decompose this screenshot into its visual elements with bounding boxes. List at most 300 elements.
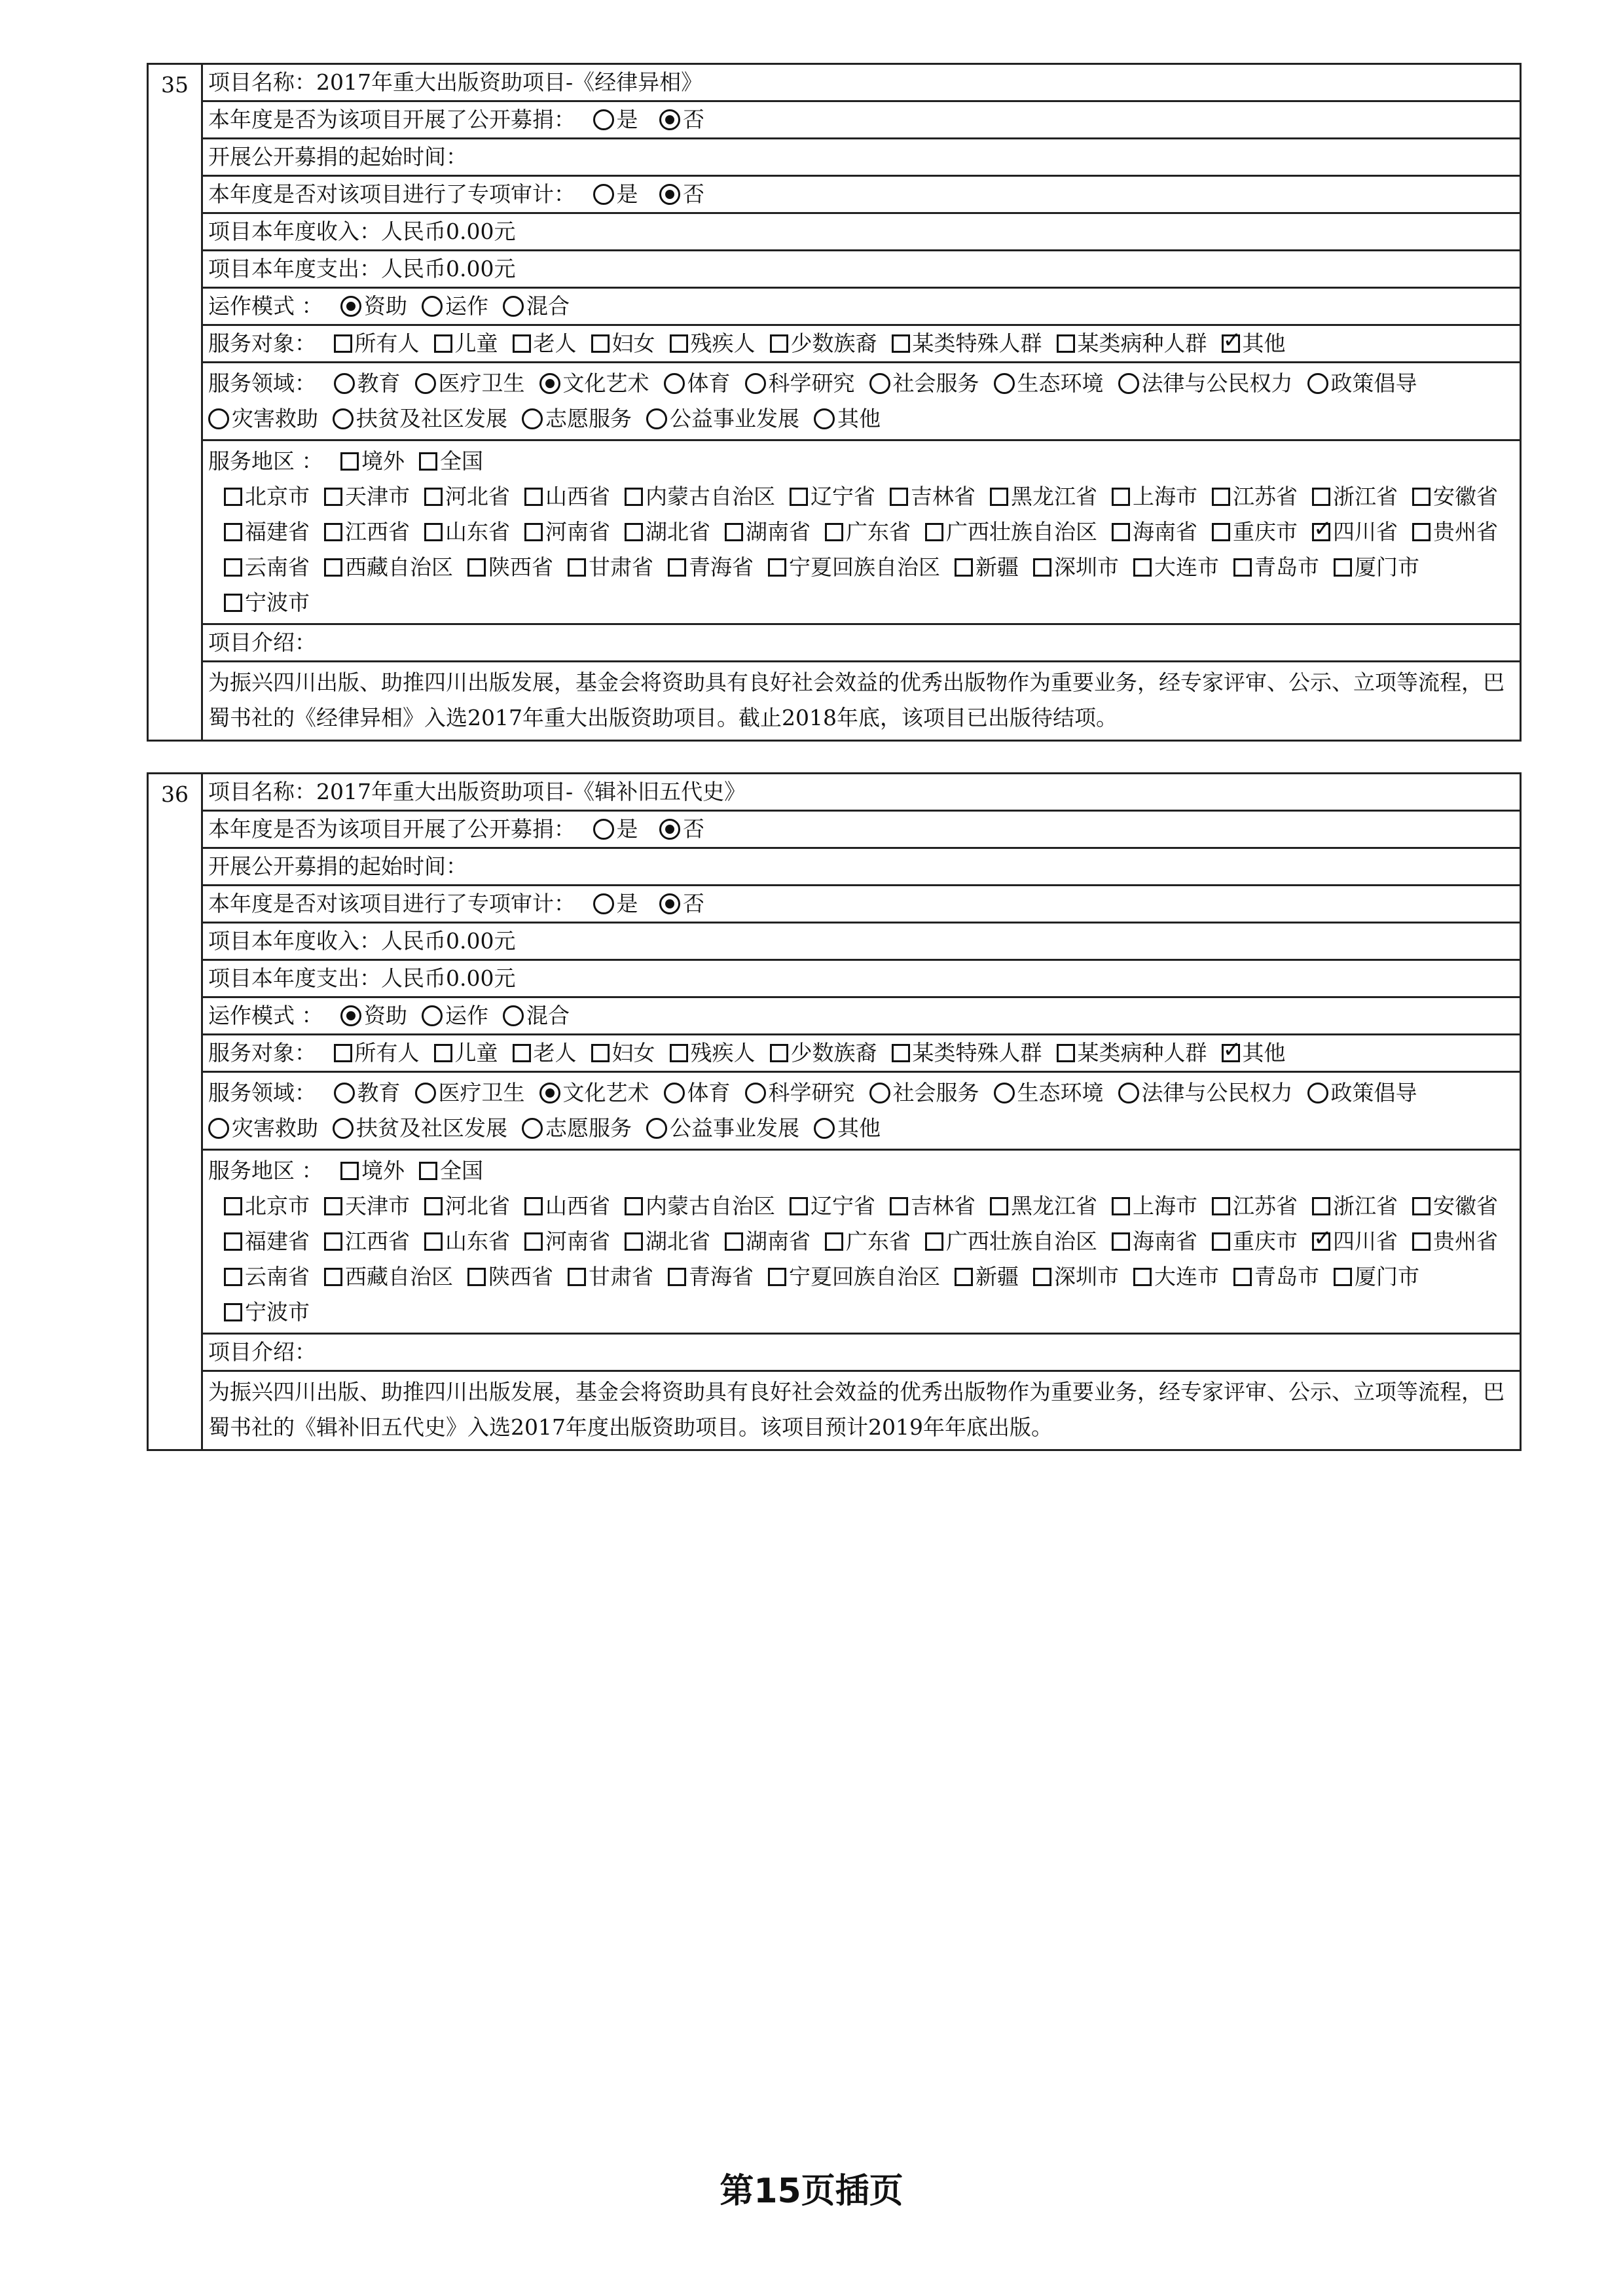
checkbox-option[interactable] bbox=[424, 1224, 510, 1259]
checkbox-icon[interactable] bbox=[625, 1232, 643, 1251]
checkbox-icon[interactable] bbox=[668, 1268, 686, 1286]
checkbox-option[interactable] bbox=[725, 514, 811, 550]
checkbox-icon[interactable] bbox=[670, 1044, 688, 1062]
radio-selected-icon[interactable] bbox=[659, 893, 680, 914]
fields-options bbox=[208, 1080, 1432, 1141]
checkbox-option[interactable] bbox=[770, 1035, 877, 1071]
checkbox-option[interactable] bbox=[625, 1189, 775, 1224]
radio-option[interactable] bbox=[664, 366, 731, 401]
checkbox-option[interactable] bbox=[524, 479, 610, 514]
radio-option[interactable] bbox=[539, 366, 649, 401]
radio-icon[interactable] bbox=[745, 373, 766, 394]
radio-icon[interactable] bbox=[593, 109, 614, 130]
radio-selected-icon[interactable] bbox=[539, 1083, 560, 1103]
checkbox-option[interactable] bbox=[224, 479, 310, 514]
checkbox-option[interactable] bbox=[925, 514, 1097, 550]
checkbox-option[interactable] bbox=[1334, 1259, 1419, 1295]
option-label: 混合 bbox=[526, 293, 570, 319]
checkbox-option[interactable] bbox=[324, 479, 410, 514]
radio-option[interactable] bbox=[208, 1111, 318, 1146]
radio-option[interactable] bbox=[422, 998, 488, 1033]
operation-label: 运作模式 ： bbox=[208, 293, 323, 319]
checkbox-icon[interactable] bbox=[324, 558, 342, 577]
checkbox-option[interactable] bbox=[1212, 479, 1298, 514]
checkbox-option[interactable] bbox=[340, 444, 405, 479]
checkbox-icon[interactable] bbox=[625, 488, 643, 506]
fundraising-yes-option[interactable]: 是 bbox=[593, 102, 638, 137]
radio-option[interactable] bbox=[333, 1111, 507, 1146]
checkbox-icon[interactable] bbox=[524, 1232, 543, 1251]
radio-option[interactable] bbox=[1307, 1075, 1417, 1111]
checkbox-icon[interactable] bbox=[224, 1268, 242, 1286]
option-label: 安徽省 bbox=[1433, 1193, 1498, 1219]
checkbox-icon[interactable] bbox=[324, 488, 342, 506]
checkbox-option[interactable] bbox=[591, 1035, 655, 1071]
checkbox-icon[interactable] bbox=[1133, 558, 1152, 577]
radio-option[interactable] bbox=[646, 401, 799, 437]
checkbox-icon[interactable] bbox=[668, 558, 686, 577]
radio-option[interactable] bbox=[814, 1111, 881, 1146]
checkbox-option[interactable] bbox=[434, 326, 498, 361]
checkbox-option[interactable] bbox=[768, 1259, 940, 1295]
checkbox-icon[interactable] bbox=[1112, 523, 1130, 541]
checkbox-icon[interactable] bbox=[955, 1268, 973, 1286]
checkbox-icon[interactable] bbox=[419, 1162, 437, 1180]
regions-label: 服务地区 ： bbox=[208, 448, 323, 474]
radio-option[interactable] bbox=[522, 1111, 632, 1146]
checkbox-checked-icon[interactable] bbox=[1312, 1232, 1330, 1251]
radio-icon[interactable] bbox=[814, 1118, 835, 1139]
radio-option[interactable] bbox=[415, 366, 525, 401]
checkbox-icon[interactable] bbox=[1133, 1268, 1152, 1286]
option-label: 老人 bbox=[533, 1040, 577, 1066]
checkbox-icon[interactable] bbox=[670, 334, 688, 353]
checkbox-icon[interactable] bbox=[424, 1197, 443, 1215]
checkbox-icon[interactable] bbox=[324, 1268, 342, 1286]
checkbox-option[interactable] bbox=[770, 326, 877, 361]
checkbox-option[interactable] bbox=[668, 550, 754, 585]
checkbox-option[interactable] bbox=[1312, 1224, 1398, 1259]
checkbox-icon[interactable] bbox=[1033, 558, 1051, 577]
checkbox-option[interactable] bbox=[467, 1259, 553, 1295]
checkbox-icon[interactable] bbox=[1057, 334, 1075, 353]
checkbox-option[interactable] bbox=[670, 1035, 756, 1071]
checkbox-option[interactable] bbox=[625, 1224, 710, 1259]
radio-option[interactable] bbox=[1307, 366, 1417, 401]
option-label: 扶贫及社区发展 bbox=[356, 406, 507, 431]
checkbox-option[interactable] bbox=[324, 1189, 410, 1224]
checkbox-icon[interactable] bbox=[925, 523, 943, 541]
checkbox-icon[interactable] bbox=[524, 523, 543, 541]
checkbox-icon[interactable] bbox=[591, 334, 610, 353]
checkbox-option[interactable] bbox=[524, 1189, 610, 1224]
checkbox-option[interactable] bbox=[568, 550, 653, 585]
checkbox-option[interactable] bbox=[1033, 550, 1119, 585]
checkbox-option[interactable] bbox=[334, 1035, 420, 1071]
checkbox-icon[interactable] bbox=[324, 523, 342, 541]
checkbox-option[interactable] bbox=[790, 479, 875, 514]
radio-icon[interactable] bbox=[422, 296, 443, 317]
checkbox-option[interactable] bbox=[1033, 1259, 1119, 1295]
option-label: 吉林省 bbox=[911, 484, 976, 509]
checkbox-icon[interactable] bbox=[1233, 558, 1252, 577]
option-label: 生态环境 bbox=[1017, 1080, 1104, 1105]
checkbox-checked-icon[interactable] bbox=[1222, 1044, 1240, 1062]
checkbox-icon[interactable] bbox=[790, 488, 808, 506]
option-label: 陕西省 bbox=[488, 1264, 553, 1289]
checkbox-icon[interactable] bbox=[625, 1197, 643, 1215]
radio-option[interactable] bbox=[340, 289, 407, 324]
checkbox-icon[interactable] bbox=[768, 558, 786, 577]
checkbox-icon[interactable] bbox=[790, 1197, 808, 1215]
audit-yes-option[interactable]: 是 bbox=[593, 886, 638, 922]
checkbox-icon[interactable] bbox=[1334, 558, 1352, 577]
checkbox-option[interactable] bbox=[825, 1224, 911, 1259]
checkbox-icon[interactable] bbox=[424, 523, 443, 541]
radio-option[interactable] bbox=[869, 1075, 979, 1111]
radio-selected-icon[interactable] bbox=[659, 109, 680, 130]
radio-icon[interactable] bbox=[1307, 1083, 1328, 1103]
checkbox-option[interactable] bbox=[568, 1259, 653, 1295]
checkbox-icon[interactable] bbox=[224, 523, 242, 541]
checkbox-option[interactable] bbox=[324, 1224, 410, 1259]
option-label: 公益事业发展 bbox=[670, 406, 799, 431]
checkbox-option[interactable] bbox=[1412, 479, 1498, 514]
checkbox-icon[interactable] bbox=[770, 334, 788, 353]
radio-option[interactable] bbox=[333, 401, 507, 437]
radio-option[interactable] bbox=[646, 1111, 799, 1146]
radio-option[interactable] bbox=[334, 366, 401, 401]
radio-icon[interactable] bbox=[503, 296, 524, 317]
checkbox-option[interactable] bbox=[1212, 1224, 1298, 1259]
checkbox-icon[interactable] bbox=[467, 558, 486, 577]
checkbox-option[interactable] bbox=[1312, 1189, 1398, 1224]
checkbox-option[interactable] bbox=[1222, 326, 1286, 361]
checkbox-option[interactable] bbox=[625, 479, 775, 514]
checkbox-option[interactable] bbox=[1412, 1189, 1498, 1224]
checkbox-checked-icon[interactable] bbox=[1312, 523, 1330, 541]
checkbox-icon[interactable] bbox=[467, 1268, 486, 1286]
audit-no-option[interactable]: 否 bbox=[659, 177, 704, 212]
checkbox-icon[interactable] bbox=[1412, 523, 1431, 541]
checkbox-option[interactable] bbox=[513, 326, 577, 361]
checkbox-icon[interactable] bbox=[1334, 1268, 1352, 1286]
radio-icon[interactable] bbox=[334, 1083, 355, 1103]
radio-selected-icon[interactable] bbox=[340, 296, 361, 317]
radio-selected-icon[interactable] bbox=[659, 184, 680, 205]
checkbox-icon[interactable] bbox=[524, 488, 543, 506]
radio-option[interactable] bbox=[869, 366, 979, 401]
checkbox-option[interactable] bbox=[340, 1153, 405, 1189]
checkbox-icon[interactable] bbox=[925, 1232, 943, 1251]
checkbox-icon[interactable] bbox=[725, 523, 743, 541]
checkbox-option[interactable] bbox=[1112, 1224, 1197, 1259]
radio-option[interactable] bbox=[1118, 1075, 1293, 1111]
checkbox-option[interactable] bbox=[467, 550, 553, 585]
checkbox-option[interactable] bbox=[224, 1224, 310, 1259]
radio-option[interactable] bbox=[814, 401, 881, 437]
radio-option[interactable] bbox=[340, 998, 407, 1033]
operation-row bbox=[202, 288, 1521, 325]
checkbox-icon[interactable] bbox=[1112, 1197, 1130, 1215]
checkbox-option[interactable] bbox=[224, 550, 310, 585]
checkbox-icon[interactable] bbox=[434, 334, 452, 353]
radio-icon[interactable] bbox=[334, 373, 355, 394]
checkbox-icon[interactable] bbox=[1057, 1044, 1075, 1062]
radio-option[interactable] bbox=[422, 289, 488, 324]
checkbox-icon[interactable] bbox=[890, 1197, 908, 1215]
checkbox-option[interactable] bbox=[790, 1189, 875, 1224]
checkbox-icon[interactable] bbox=[324, 1197, 342, 1215]
checkbox-icon[interactable] bbox=[1112, 488, 1130, 506]
checkbox-option[interactable] bbox=[434, 1035, 498, 1071]
radio-option[interactable] bbox=[994, 366, 1104, 401]
radio-icon[interactable] bbox=[664, 373, 685, 394]
checkbox-icon[interactable] bbox=[1112, 1232, 1130, 1251]
checkbox-icon[interactable] bbox=[1233, 1268, 1252, 1286]
checkbox-icon[interactable] bbox=[725, 1232, 743, 1251]
option-label: 法律与公民权力 bbox=[1141, 370, 1293, 396]
radio-icon[interactable] bbox=[593, 893, 614, 914]
radio-selected-icon[interactable] bbox=[340, 1005, 361, 1026]
radio-option[interactable] bbox=[522, 401, 632, 437]
audit-yes-option[interactable]: 是 bbox=[593, 177, 638, 212]
checkbox-icon[interactable] bbox=[955, 558, 973, 577]
checkbox-icon[interactable] bbox=[1212, 1197, 1230, 1215]
radio-icon[interactable] bbox=[422, 1005, 443, 1026]
checkbox-icon[interactable] bbox=[224, 1303, 242, 1321]
checkbox-option[interactable] bbox=[524, 514, 610, 550]
checkbox-option[interactable] bbox=[224, 585, 310, 620]
checkbox-option[interactable] bbox=[419, 444, 483, 479]
radio-icon[interactable] bbox=[994, 1083, 1015, 1103]
checkbox-option[interactable] bbox=[990, 479, 1097, 514]
checkbox-icon[interactable] bbox=[1412, 488, 1431, 506]
option-label: 生态环境 bbox=[1017, 370, 1104, 396]
checkbox-icon[interactable] bbox=[990, 1197, 1008, 1215]
checkbox-icon[interactable] bbox=[334, 1044, 352, 1062]
checkbox-icon[interactable] bbox=[825, 1232, 843, 1251]
checkbox-option[interactable] bbox=[224, 1295, 310, 1330]
checkbox-option[interactable] bbox=[1312, 514, 1398, 550]
checkbox-option[interactable] bbox=[424, 1189, 510, 1224]
radio-icon[interactable] bbox=[646, 1118, 667, 1139]
radio-icon[interactable] bbox=[333, 408, 354, 429]
radio-icon[interactable] bbox=[1118, 1083, 1139, 1103]
checkbox-option[interactable] bbox=[925, 1224, 1097, 1259]
checkbox-icon[interactable] bbox=[892, 1044, 910, 1062]
radio-icon[interactable] bbox=[503, 1005, 524, 1026]
option-label: 运作 bbox=[445, 293, 488, 319]
option-label: 黑龙江省 bbox=[1011, 1193, 1097, 1219]
checkbox-icon[interactable] bbox=[334, 334, 352, 353]
checkbox-icon[interactable] bbox=[1412, 1232, 1431, 1251]
checkbox-option[interactable] bbox=[513, 1035, 577, 1071]
checkbox-option[interactable] bbox=[1312, 479, 1398, 514]
radio-option[interactable] bbox=[1118, 366, 1293, 401]
radio-option[interactable] bbox=[503, 289, 570, 324]
radio-icon[interactable] bbox=[664, 1083, 685, 1103]
checkbox-option[interactable] bbox=[324, 550, 453, 585]
checkbox-option[interactable] bbox=[591, 326, 655, 361]
checkbox-option[interactable] bbox=[224, 1189, 310, 1224]
audit-question: 本年度是否对该项目进行了专项审计： bbox=[208, 891, 575, 916]
checkbox-icon[interactable] bbox=[1412, 1197, 1431, 1215]
radio-icon[interactable] bbox=[593, 819, 614, 840]
checkbox-option[interactable] bbox=[1222, 1035, 1286, 1071]
checkbox-option[interactable] bbox=[890, 1189, 976, 1224]
radio-option[interactable] bbox=[745, 366, 855, 401]
radio-option[interactable] bbox=[539, 1075, 649, 1111]
checkbox-option[interactable] bbox=[1057, 326, 1207, 361]
checkbox-icon[interactable] bbox=[424, 488, 443, 506]
checkbox-option[interactable] bbox=[1412, 1224, 1498, 1259]
radio-icon[interactable] bbox=[814, 408, 835, 429]
radio-icon[interactable] bbox=[415, 1083, 436, 1103]
checkbox-icon[interactable] bbox=[890, 488, 908, 506]
checkbox-icon[interactable] bbox=[768, 1268, 786, 1286]
checkbox-option[interactable] bbox=[892, 1035, 1042, 1071]
fields-label: 服务领域： bbox=[208, 1080, 316, 1105]
checkbox-checked-icon[interactable] bbox=[1222, 334, 1240, 353]
radio-option[interactable] bbox=[664, 1075, 731, 1111]
radio-icon[interactable] bbox=[593, 184, 614, 205]
option-label: 少数族裔 bbox=[790, 331, 877, 356]
checkbox-icon[interactable] bbox=[340, 1162, 359, 1180]
checkbox-icon[interactable] bbox=[224, 1232, 242, 1251]
radio-icon[interactable] bbox=[522, 1118, 543, 1139]
option-label: 重庆市 bbox=[1233, 519, 1298, 545]
checkbox-icon[interactable] bbox=[524, 1197, 543, 1215]
checkbox-icon[interactable] bbox=[224, 1197, 242, 1215]
checkbox-icon[interactable] bbox=[770, 1044, 788, 1062]
radio-icon[interactable] bbox=[1307, 373, 1328, 394]
checkbox-icon[interactable] bbox=[1312, 488, 1330, 506]
checkbox-option[interactable] bbox=[1112, 479, 1197, 514]
checkbox-icon[interactable] bbox=[1312, 1197, 1330, 1215]
checkbox-icon[interactable] bbox=[424, 1232, 443, 1251]
radio-icon[interactable] bbox=[869, 373, 890, 394]
checkbox-option[interactable] bbox=[625, 514, 710, 550]
checkbox-icon[interactable] bbox=[1212, 1232, 1230, 1251]
checkbox-option[interactable] bbox=[334, 326, 420, 361]
option-label: 宁夏回族自治区 bbox=[789, 554, 940, 580]
radio-option[interactable] bbox=[415, 1075, 525, 1111]
checkbox-option[interactable] bbox=[324, 514, 410, 550]
option-label: 境外 bbox=[361, 448, 405, 474]
checkbox-option[interactable] bbox=[668, 1259, 754, 1295]
radio-icon[interactable] bbox=[745, 1083, 766, 1103]
checkbox-icon[interactable] bbox=[513, 1044, 531, 1062]
radio-option[interactable] bbox=[745, 1075, 855, 1111]
radio-icon[interactable] bbox=[994, 373, 1015, 394]
radio-icon[interactable] bbox=[1118, 373, 1139, 394]
checkbox-option[interactable] bbox=[955, 550, 1019, 585]
checkbox-option[interactable] bbox=[1233, 550, 1319, 585]
checkbox-icon[interactable] bbox=[568, 558, 586, 577]
fundraising-yes-option[interactable]: 是 bbox=[593, 812, 638, 847]
checkbox-option[interactable] bbox=[1212, 1189, 1298, 1224]
checkbox-option[interactable] bbox=[670, 326, 756, 361]
checkbox-option[interactable] bbox=[419, 1153, 483, 1189]
checkbox-option[interactable] bbox=[224, 1259, 310, 1295]
checkbox-icon[interactable] bbox=[1212, 523, 1230, 541]
checkbox-option[interactable] bbox=[424, 514, 510, 550]
radio-option[interactable] bbox=[994, 1075, 1104, 1111]
radio-icon[interactable] bbox=[869, 1083, 890, 1103]
checkbox-option[interactable] bbox=[424, 479, 510, 514]
checkbox-icon[interactable] bbox=[625, 523, 643, 541]
checkbox-option[interactable] bbox=[892, 326, 1042, 361]
option-label: 江苏省 bbox=[1233, 484, 1298, 509]
radio-option[interactable] bbox=[208, 401, 318, 437]
checkbox-option[interactable] bbox=[1112, 514, 1197, 550]
radio-icon[interactable] bbox=[208, 1118, 229, 1139]
checkbox-option[interactable] bbox=[324, 1259, 453, 1295]
radio-icon[interactable] bbox=[415, 373, 436, 394]
radio-selected-icon[interactable] bbox=[539, 373, 560, 394]
radio-icon[interactable] bbox=[646, 408, 667, 429]
option-label: 公益事业发展 bbox=[670, 1115, 799, 1141]
checkbox-option[interactable] bbox=[1133, 1259, 1219, 1295]
checkbox-icon[interactable] bbox=[990, 488, 1008, 506]
checkbox-option[interactable] bbox=[1233, 1259, 1319, 1295]
radio-selected-icon[interactable] bbox=[659, 819, 680, 840]
checkbox-option[interactable] bbox=[224, 514, 310, 550]
intro-text: 为振兴四川出版、助推四川出版发展，基金会将资助具有良好社会效益的优秀出版物作为重要业务，经专家评审、公示、立项等流程，巴蜀书社的《经律异相》入选2017年重大出版资助项目。截止2018年底，该项目已出版待结项。 bbox=[202, 662, 1521, 741]
checkbox-option[interactable] bbox=[524, 1224, 610, 1259]
checkbox-option[interactable] bbox=[990, 1189, 1097, 1224]
checkbox-option[interactable] bbox=[1112, 1189, 1197, 1224]
checkbox-icon[interactable] bbox=[513, 334, 531, 353]
checkbox-icon[interactable] bbox=[434, 1044, 452, 1062]
checkbox-icon[interactable] bbox=[324, 1232, 342, 1251]
checkbox-icon[interactable] bbox=[568, 1268, 586, 1286]
radio-option[interactable] bbox=[503, 998, 570, 1033]
checkbox-icon[interactable] bbox=[340, 452, 359, 471]
checkbox-icon[interactable] bbox=[419, 452, 437, 471]
checkbox-icon[interactable] bbox=[825, 523, 843, 541]
checkbox-option[interactable] bbox=[890, 479, 976, 514]
checkbox-icon[interactable] bbox=[224, 594, 242, 612]
fundraising-no-option[interactable]: 否 bbox=[659, 102, 704, 137]
checkbox-option[interactable] bbox=[725, 1224, 811, 1259]
targets-label: 服务对象： bbox=[208, 1040, 316, 1066]
checkbox-icon[interactable] bbox=[224, 488, 242, 506]
checkbox-icon[interactable] bbox=[591, 1044, 610, 1062]
checkbox-icon[interactable] bbox=[1212, 488, 1230, 506]
checkbox-icon[interactable] bbox=[892, 334, 910, 353]
option-label: 贵州省 bbox=[1433, 519, 1498, 545]
checkbox-option[interactable] bbox=[825, 514, 911, 550]
radio-icon[interactable] bbox=[522, 408, 543, 429]
checkbox-option[interactable] bbox=[1057, 1035, 1207, 1071]
option-label: 上海市 bbox=[1133, 484, 1197, 509]
audit-no-option[interactable]: 否 bbox=[659, 886, 704, 922]
radio-icon[interactable] bbox=[208, 408, 229, 429]
checkbox-icon[interactable] bbox=[224, 558, 242, 577]
checkbox-option[interactable] bbox=[1212, 514, 1298, 550]
fundraising-no-option[interactable]: 否 bbox=[659, 812, 704, 847]
checkbox-option[interactable] bbox=[1133, 550, 1219, 585]
radio-icon[interactable] bbox=[333, 1118, 354, 1139]
radio-option[interactable] bbox=[334, 1075, 401, 1111]
checkbox-option[interactable] bbox=[1334, 550, 1419, 585]
checkbox-option[interactable] bbox=[1412, 514, 1498, 550]
checkbox-option[interactable] bbox=[955, 1259, 1019, 1295]
checkbox-icon[interactable] bbox=[1033, 1268, 1051, 1286]
checkbox-option[interactable] bbox=[768, 550, 940, 585]
